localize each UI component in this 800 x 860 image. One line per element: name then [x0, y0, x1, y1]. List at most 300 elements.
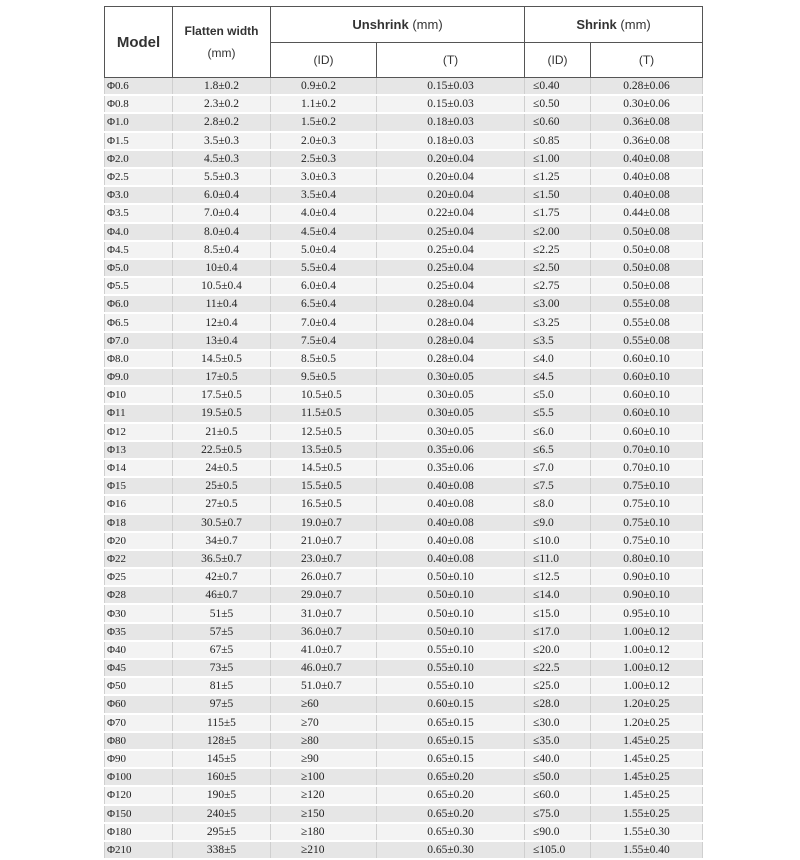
- cell-unshrink-t: 0.65±0.15: [377, 732, 525, 750]
- cell-unshrink-id: 21.0±0.7: [271, 532, 377, 550]
- cell-flatten-width: 73±5: [173, 659, 271, 677]
- cell-unshrink-t: 0.50±0.10: [377, 568, 525, 586]
- cell-model: Φ4.0: [105, 223, 173, 241]
- cell-unshrink-t: 0.25±0.04: [377, 223, 525, 241]
- cell-unshrink-t: 0.20±0.04: [377, 150, 525, 168]
- cell-unshrink-id: ≥60: [271, 695, 377, 713]
- table-row: [105, 350, 703, 368]
- cell-flatten-width: 42±0.7: [173, 568, 271, 586]
- cell-flatten-width: 24±0.5: [173, 459, 271, 477]
- cell-model: Φ18: [105, 514, 173, 532]
- cell-shrink-t: 0.40±0.08: [591, 186, 703, 204]
- cell-shrink-t: 0.75±0.10: [591, 495, 703, 513]
- spec-table-sheet: [104, 6, 702, 856]
- cell-model: Φ25: [105, 568, 173, 586]
- cell-unshrink-t: 0.55±0.10: [377, 641, 525, 659]
- cell-shrink-id: ≤25.0: [525, 677, 591, 695]
- cell-shrink-t: 0.44±0.08: [591, 204, 703, 222]
- table-row: [105, 659, 703, 677]
- table-row: [105, 714, 703, 732]
- cell-shrink-t: 0.70±0.10: [591, 459, 703, 477]
- cell-unshrink-id: ≥210: [271, 841, 377, 859]
- cell-model: Φ2.0: [105, 150, 173, 168]
- cell-shrink-id: ≤0.60: [525, 113, 591, 131]
- cell-unshrink-t: 0.50±0.10: [377, 623, 525, 641]
- cell-shrink-t: 0.50±0.08: [591, 259, 703, 277]
- cell-unshrink-t: 0.65±0.15: [377, 714, 525, 732]
- cell-model: Φ0.6: [105, 78, 173, 96]
- table-row: [105, 732, 703, 750]
- cell-unshrink-t: 0.65±0.20: [377, 786, 525, 804]
- cell-flatten-width: 27±0.5: [173, 495, 271, 513]
- table-row: [105, 823, 703, 841]
- cell-model: Φ3.5: [105, 204, 173, 222]
- table-row: [105, 259, 703, 277]
- cell-shrink-id: ≤0.85: [525, 132, 591, 150]
- cell-unshrink-t: 0.20±0.04: [377, 186, 525, 204]
- cell-shrink-id: ≤7.5: [525, 477, 591, 495]
- cell-unshrink-t: 0.30±0.05: [377, 368, 525, 386]
- table-row: [105, 150, 703, 168]
- header-unshrink-unit: (mm): [412, 16, 443, 32]
- cell-unshrink-id: ≥180: [271, 823, 377, 841]
- cell-unshrink-t: 0.65±0.30: [377, 841, 525, 859]
- cell-shrink-t: 0.40±0.08: [591, 150, 703, 168]
- cell-model: Φ120: [105, 786, 173, 804]
- cell-model: Φ1.5: [105, 132, 173, 150]
- cell-model: Φ40: [105, 641, 173, 659]
- header-shrink: [525, 7, 703, 43]
- cell-flatten-width: 4.5±0.3: [173, 150, 271, 168]
- cell-shrink-id: ≤1.50: [525, 186, 591, 204]
- cell-unshrink-id: 4.5±0.4: [271, 223, 377, 241]
- cell-flatten-width: 81±5: [173, 677, 271, 695]
- cell-unshrink-id: 26.0±0.7: [271, 568, 377, 586]
- cell-shrink-id: ≤7.0: [525, 459, 591, 477]
- cell-flatten-width: 338±5: [173, 841, 271, 859]
- cell-flatten-width: 67±5: [173, 641, 271, 659]
- cell-unshrink-id: ≥70: [271, 714, 377, 732]
- cell-unshrink-t: 0.35±0.06: [377, 441, 525, 459]
- cell-shrink-t: 1.45±0.25: [591, 732, 703, 750]
- cell-unshrink-id: ≥100: [271, 768, 377, 786]
- cell-unshrink-t: 0.35±0.06: [377, 459, 525, 477]
- cell-shrink-t: 0.36±0.08: [591, 132, 703, 150]
- cell-unshrink-id: ≥90: [271, 750, 377, 768]
- cell-unshrink-t: 0.65±0.15: [377, 750, 525, 768]
- cell-shrink-t: 0.75±0.10: [591, 477, 703, 495]
- header-shrink-t: (T): [591, 42, 703, 78]
- cell-model: Φ8.0: [105, 350, 173, 368]
- cell-shrink-t: 1.00±0.12: [591, 659, 703, 677]
- cell-model: Φ13: [105, 441, 173, 459]
- cell-flatten-width: 3.5±0.3: [173, 132, 271, 150]
- cell-shrink-id: ≤28.0: [525, 695, 591, 713]
- cell-shrink-t: 0.75±0.10: [591, 532, 703, 550]
- cell-flatten-width: 145±5: [173, 750, 271, 768]
- cell-shrink-id: ≤75.0: [525, 805, 591, 823]
- cell-model: Φ14: [105, 459, 173, 477]
- header-unshrink: [271, 7, 525, 43]
- table-row: [105, 168, 703, 186]
- table-row: [105, 677, 703, 695]
- cell-flatten-width: 34±0.7: [173, 532, 271, 550]
- cell-flatten-width: 11±0.4: [173, 295, 271, 313]
- cell-unshrink-t: 0.50±0.10: [377, 604, 525, 622]
- cell-unshrink-t: 0.40±0.08: [377, 477, 525, 495]
- cell-model: Φ12: [105, 423, 173, 441]
- cell-shrink-id: ≤35.0: [525, 732, 591, 750]
- cell-model: Φ30: [105, 604, 173, 622]
- table-row: [105, 241, 703, 259]
- cell-shrink-id: ≤0.40: [525, 78, 591, 96]
- cell-flatten-width: 10±0.4: [173, 259, 271, 277]
- cell-model: Φ9.0: [105, 368, 173, 386]
- header-flatten-unit: (mm): [207, 46, 236, 60]
- cell-unshrink-t: 0.25±0.04: [377, 241, 525, 259]
- table-row: [105, 550, 703, 568]
- cell-flatten-width: 115±5: [173, 714, 271, 732]
- cell-shrink-id: ≤0.50: [525, 95, 591, 113]
- cell-unshrink-t: 0.28±0.04: [377, 350, 525, 368]
- cell-unshrink-t: 0.28±0.04: [377, 332, 525, 350]
- cell-shrink-id: ≤90.0: [525, 823, 591, 841]
- table-row: [105, 78, 703, 96]
- cell-unshrink-id: 7.0±0.4: [271, 313, 377, 331]
- cell-flatten-width: 128±5: [173, 732, 271, 750]
- cell-model: Φ100: [105, 768, 173, 786]
- table-body: [105, 78, 703, 860]
- cell-unshrink-t: 0.15±0.03: [377, 78, 525, 96]
- table-row: [105, 477, 703, 495]
- cell-shrink-t: 0.55±0.08: [591, 332, 703, 350]
- cell-shrink-id: ≤1.00: [525, 150, 591, 168]
- cell-unshrink-t: 0.22±0.04: [377, 204, 525, 222]
- table-row: [105, 695, 703, 713]
- cell-unshrink-id: 15.5±0.5: [271, 477, 377, 495]
- table-row: [105, 277, 703, 295]
- cell-model: Φ50: [105, 677, 173, 695]
- cell-unshrink-id: 31.0±0.7: [271, 604, 377, 622]
- cell-unshrink-id: 36.0±0.7: [271, 623, 377, 641]
- cell-unshrink-t: 0.30±0.05: [377, 404, 525, 422]
- cell-shrink-t: 0.50±0.08: [591, 223, 703, 241]
- cell-model: Φ15: [105, 477, 173, 495]
- cell-shrink-t: 0.80±0.10: [591, 550, 703, 568]
- cell-unshrink-id: ≥120: [271, 786, 377, 804]
- cell-shrink-id: ≤3.5: [525, 332, 591, 350]
- cell-unshrink-id: 9.5±0.5: [271, 368, 377, 386]
- cell-model: Φ22: [105, 550, 173, 568]
- table-row: [105, 95, 703, 113]
- table-row: [105, 586, 703, 604]
- cell-flatten-width: 12±0.4: [173, 313, 271, 331]
- table-row: [105, 441, 703, 459]
- table-header: [105, 7, 703, 78]
- cell-flatten-width: 25±0.5: [173, 477, 271, 495]
- cell-shrink-id: ≤2.75: [525, 277, 591, 295]
- cell-unshrink-id: 19.0±0.7: [271, 514, 377, 532]
- cell-shrink-id: ≤40.0: [525, 750, 591, 768]
- cell-shrink-id: ≤1.25: [525, 168, 591, 186]
- table-row: [105, 223, 703, 241]
- cell-model: Φ28: [105, 586, 173, 604]
- cell-model: Φ5.0: [105, 259, 173, 277]
- cell-unshrink-id: 51.0±0.7: [271, 677, 377, 695]
- cell-shrink-t: 1.45±0.25: [591, 768, 703, 786]
- cell-model: Φ1.0: [105, 113, 173, 131]
- cell-unshrink-t: 0.55±0.10: [377, 659, 525, 677]
- cell-shrink-id: ≤50.0: [525, 768, 591, 786]
- header-unshrink-label: Unshrink: [352, 16, 409, 32]
- table-row: [105, 113, 703, 131]
- cell-unshrink-t: 0.65±0.20: [377, 768, 525, 786]
- cell-model: Φ80: [105, 732, 173, 750]
- cell-shrink-id: ≤12.5: [525, 568, 591, 586]
- cell-flatten-width: 17.5±0.5: [173, 386, 271, 404]
- cell-model: Φ4.5: [105, 241, 173, 259]
- cell-shrink-id: ≤3.25: [525, 313, 591, 331]
- table-row: [105, 514, 703, 532]
- cell-unshrink-id: 11.5±0.5: [271, 404, 377, 422]
- cell-flatten-width: 13±0.4: [173, 332, 271, 350]
- cell-flatten-width: 1.8±0.2: [173, 78, 271, 96]
- cell-shrink-t: 1.45±0.25: [591, 750, 703, 768]
- cell-unshrink-id: 4.0±0.4: [271, 204, 377, 222]
- cell-flatten-width: 8.5±0.4: [173, 241, 271, 259]
- cell-shrink-t: 0.28±0.06: [591, 78, 703, 96]
- cell-unshrink-t: 0.65±0.30: [377, 823, 525, 841]
- cell-flatten-width: 8.0±0.4: [173, 223, 271, 241]
- cell-shrink-t: 0.60±0.10: [591, 350, 703, 368]
- cell-shrink-t: 1.00±0.12: [591, 641, 703, 659]
- cell-unshrink-t: 0.20±0.04: [377, 168, 525, 186]
- cell-unshrink-id: 3.5±0.4: [271, 186, 377, 204]
- table-row: [105, 404, 703, 422]
- header-unshrink-id: (ID): [271, 42, 377, 78]
- cell-unshrink-id: 7.5±0.4: [271, 332, 377, 350]
- cell-shrink-t: 0.60±0.10: [591, 386, 703, 404]
- cell-shrink-id: ≤2.50: [525, 259, 591, 277]
- cell-shrink-id: ≤8.0: [525, 495, 591, 513]
- spec-table: [104, 6, 703, 860]
- cell-flatten-width: 30.5±0.7: [173, 514, 271, 532]
- cell-shrink-t: 1.55±0.25: [591, 805, 703, 823]
- cell-flatten-width: 295±5: [173, 823, 271, 841]
- table-row: [105, 768, 703, 786]
- cell-flatten-width: 2.8±0.2: [173, 113, 271, 131]
- table-row: [105, 132, 703, 150]
- cell-unshrink-t: 0.60±0.15: [377, 695, 525, 713]
- cell-model: Φ10: [105, 386, 173, 404]
- table-row: [105, 459, 703, 477]
- cell-unshrink-t: 0.28±0.04: [377, 313, 525, 331]
- cell-flatten-width: 17±0.5: [173, 368, 271, 386]
- cell-shrink-t: 0.50±0.08: [591, 277, 703, 295]
- cell-unshrink-id: 1.5±0.2: [271, 113, 377, 131]
- cell-shrink-t: 0.55±0.08: [591, 313, 703, 331]
- cell-model: Φ45: [105, 659, 173, 677]
- cell-shrink-t: 0.30±0.06: [591, 95, 703, 113]
- cell-unshrink-id: 23.0±0.7: [271, 550, 377, 568]
- cell-flatten-width: 190±5: [173, 786, 271, 804]
- cell-shrink-id: ≤6.0: [525, 423, 591, 441]
- cell-model: Φ5.5: [105, 277, 173, 295]
- cell-unshrink-id: 0.9±0.2: [271, 78, 377, 96]
- cell-shrink-id: ≤11.0: [525, 550, 591, 568]
- cell-unshrink-id: 10.5±0.5: [271, 386, 377, 404]
- cell-model: Φ90: [105, 750, 173, 768]
- cell-unshrink-t: 0.28±0.04: [377, 295, 525, 313]
- table-row: [105, 750, 703, 768]
- cell-shrink-t: 0.95±0.10: [591, 604, 703, 622]
- header-unshrink-t: (T): [377, 42, 525, 78]
- cell-shrink-t: 1.00±0.12: [591, 677, 703, 695]
- cell-shrink-t: 1.00±0.12: [591, 623, 703, 641]
- table-row: [105, 295, 703, 313]
- cell-unshrink-id: 8.5±0.5: [271, 350, 377, 368]
- cell-shrink-t: 0.90±0.10: [591, 568, 703, 586]
- cell-unshrink-t: 0.30±0.05: [377, 386, 525, 404]
- cell-shrink-t: 0.90±0.10: [591, 586, 703, 604]
- cell-flatten-width: 57±5: [173, 623, 271, 641]
- cell-model: Φ70: [105, 714, 173, 732]
- cell-shrink-id: ≤14.0: [525, 586, 591, 604]
- cell-shrink-id: ≤15.0: [525, 604, 591, 622]
- cell-flatten-width: 2.3±0.2: [173, 95, 271, 113]
- cell-model: Φ210: [105, 841, 173, 859]
- table-row: [105, 623, 703, 641]
- header-shrink-id: (ID): [525, 42, 591, 78]
- cell-unshrink-t: 0.30±0.05: [377, 423, 525, 441]
- cell-model: Φ3.0: [105, 186, 173, 204]
- cell-unshrink-t: 0.55±0.10: [377, 677, 525, 695]
- table-row: [105, 841, 703, 859]
- cell-flatten-width: 22.5±0.5: [173, 441, 271, 459]
- cell-unshrink-id: 3.0±0.3: [271, 168, 377, 186]
- table-row: [105, 641, 703, 659]
- cell-shrink-id: ≤9.0: [525, 514, 591, 532]
- cell-unshrink-id: 5.0±0.4: [271, 241, 377, 259]
- cell-unshrink-id: 46.0±0.7: [271, 659, 377, 677]
- cell-model: Φ2.5: [105, 168, 173, 186]
- cell-model: Φ0.8: [105, 95, 173, 113]
- header-shrink-label: Shrink: [576, 16, 617, 32]
- cell-unshrink-id: 2.5±0.3: [271, 150, 377, 168]
- table-row: [105, 805, 703, 823]
- cell-unshrink-id: 5.5±0.4: [271, 259, 377, 277]
- cell-shrink-id: ≤10.0: [525, 532, 591, 550]
- cell-shrink-t: 0.55±0.08: [591, 295, 703, 313]
- cell-model: Φ7.0: [105, 332, 173, 350]
- cell-unshrink-id: 1.1±0.2: [271, 95, 377, 113]
- cell-shrink-id: ≤5.5: [525, 404, 591, 422]
- cell-flatten-width: 19.5±0.5: [173, 404, 271, 422]
- table-row: [105, 368, 703, 386]
- cell-shrink-id: ≤2.00: [525, 223, 591, 241]
- table-row: [105, 786, 703, 804]
- table-row: [105, 423, 703, 441]
- cell-shrink-t: 0.60±0.10: [591, 368, 703, 386]
- cell-unshrink-t: 0.40±0.08: [377, 514, 525, 532]
- cell-unshrink-id: 16.5±0.5: [271, 495, 377, 513]
- cell-unshrink-t: 0.25±0.04: [377, 259, 525, 277]
- cell-model: Φ35: [105, 623, 173, 641]
- cell-unshrink-id: 12.5±0.5: [271, 423, 377, 441]
- cell-shrink-t: 1.20±0.25: [591, 714, 703, 732]
- cell-unshrink-t: 0.18±0.03: [377, 113, 525, 131]
- cell-unshrink-t: 0.15±0.03: [377, 95, 525, 113]
- table-row: [105, 495, 703, 513]
- header-model: Model: [105, 7, 173, 78]
- table-row: [105, 204, 703, 222]
- cell-unshrink-id: ≥150: [271, 805, 377, 823]
- cell-unshrink-id: 6.0±0.4: [271, 277, 377, 295]
- cell-model: Φ6.5: [105, 313, 173, 331]
- cell-unshrink-id: 6.5±0.4: [271, 295, 377, 313]
- cell-unshrink-id: 2.0±0.3: [271, 132, 377, 150]
- cell-unshrink-t: 0.40±0.08: [377, 550, 525, 568]
- table-row: [105, 568, 703, 586]
- cell-unshrink-id: ≥80: [271, 732, 377, 750]
- cell-flatten-width: 7.0±0.4: [173, 204, 271, 222]
- cell-shrink-id: ≤22.5: [525, 659, 591, 677]
- cell-shrink-id: ≤2.25: [525, 241, 591, 259]
- cell-unshrink-id: 13.5±0.5: [271, 441, 377, 459]
- cell-flatten-width: 21±0.5: [173, 423, 271, 441]
- header-shrink-unit: (mm): [620, 16, 651, 32]
- cell-shrink-id: ≤4.5: [525, 368, 591, 386]
- table-row: [105, 313, 703, 331]
- cell-flatten-width: 46±0.7: [173, 586, 271, 604]
- cell-flatten-width: 10.5±0.4: [173, 277, 271, 295]
- cell-shrink-t: 0.40±0.08: [591, 168, 703, 186]
- cell-shrink-t: 0.60±0.10: [591, 423, 703, 441]
- cell-unshrink-t: 0.50±0.10: [377, 586, 525, 604]
- cell-unshrink-id: 14.5±0.5: [271, 459, 377, 477]
- cell-shrink-id: ≤60.0: [525, 786, 591, 804]
- cell-model: Φ11: [105, 404, 173, 422]
- cell-shrink-id: ≤17.0: [525, 623, 591, 641]
- cell-model: Φ150: [105, 805, 173, 823]
- cell-unshrink-t: 0.65±0.20: [377, 805, 525, 823]
- cell-shrink-t: 0.70±0.10: [591, 441, 703, 459]
- cell-model: Φ180: [105, 823, 173, 841]
- cell-shrink-id: ≤4.0: [525, 350, 591, 368]
- table-row: [105, 186, 703, 204]
- cell-model: Φ60: [105, 695, 173, 713]
- cell-unshrink-t: 0.40±0.08: [377, 532, 525, 550]
- cell-shrink-t: 0.36±0.08: [591, 113, 703, 131]
- cell-unshrink-t: 0.18±0.03: [377, 132, 525, 150]
- cell-shrink-t: 1.55±0.30: [591, 823, 703, 841]
- cell-flatten-width: 51±5: [173, 604, 271, 622]
- cell-shrink-id: ≤5.0: [525, 386, 591, 404]
- cell-shrink-t: 1.45±0.25: [591, 786, 703, 804]
- cell-flatten-width: 14.5±0.5: [173, 350, 271, 368]
- header-flatten-label: Flatten width: [184, 24, 259, 38]
- cell-shrink-id: ≤6.5: [525, 441, 591, 459]
- cell-flatten-width: 5.5±0.3: [173, 168, 271, 186]
- header-flatten-width: [173, 7, 271, 78]
- cell-shrink-id: ≤20.0: [525, 641, 591, 659]
- table-row: [105, 386, 703, 404]
- cell-flatten-width: 97±5: [173, 695, 271, 713]
- cell-shrink-id: ≤3.00: [525, 295, 591, 313]
- cell-model: Φ16: [105, 495, 173, 513]
- table-row: [105, 604, 703, 622]
- table-row: [105, 332, 703, 350]
